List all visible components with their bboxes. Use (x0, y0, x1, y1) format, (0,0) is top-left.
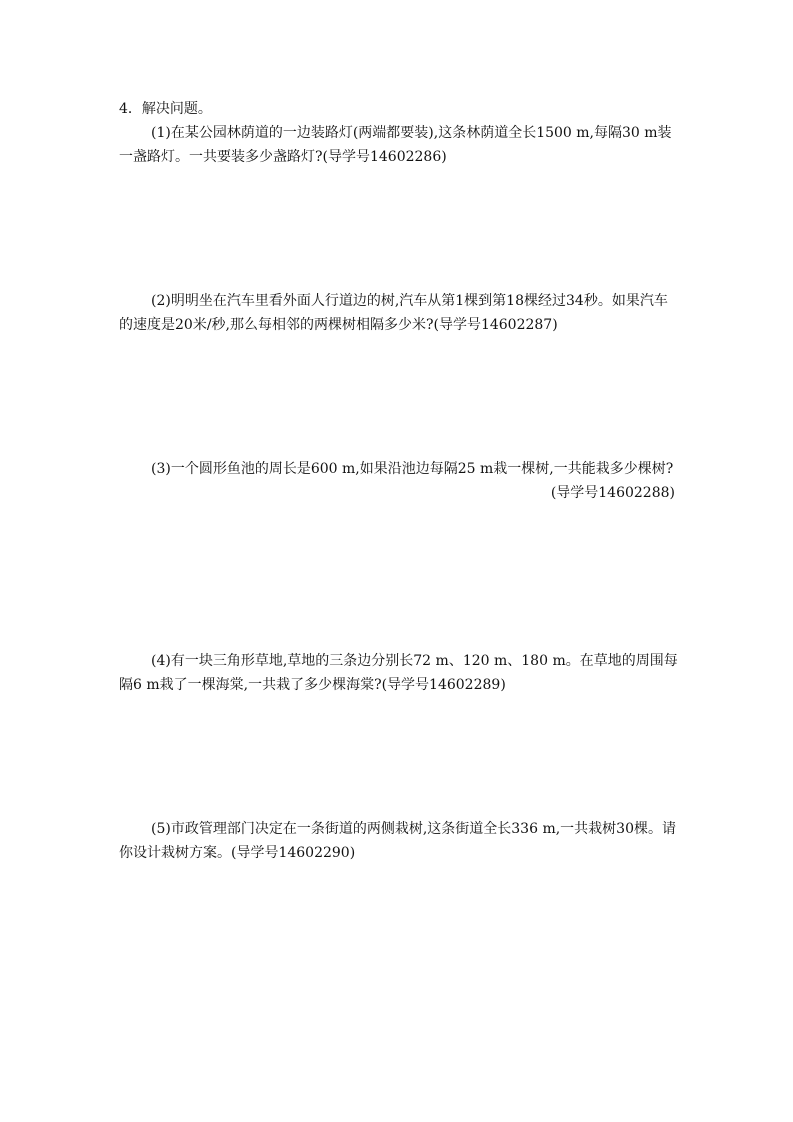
problem-3 (119, 457, 679, 505)
problem-3-ref: (导学号14602288) (550, 485, 675, 501)
problem-3-text: (3)一个圆形鱼池的周长是600 m,如果沿池边每隔25 m栽一棵树,一共能栽多少棵树? (151, 461, 674, 477)
problem-1 (119, 121, 679, 169)
problem-4-ref: (导学号14602289) (381, 677, 506, 693)
problem-1-ref: (导学号14602286) (322, 149, 447, 165)
problem-1-text: (1)在某公园林荫道的一边装路灯(两端都要装),这条林荫道全长1500 m,每隔30 m装一盏路灯。一共要装多少盏路灯? (119, 125, 672, 165)
problem-2-text: (2)明明坐在汽车里看外面人行道边的树,汽车从第1棵到第18棵经过34秒。如果汽车的速度是20米/秒,那么每相邻的两棵树相隔多少米? (119, 293, 668, 333)
section-heading: 4．解决问题。 (119, 101, 212, 117)
problem-5-ref: (导学号14602290) (231, 845, 356, 861)
problem-2-ref: (导学号14602287) (433, 317, 558, 333)
problem-5-text: (5)市政管理部门决定在一条街道的两侧栽树,这条街道全长336 m,一共栽树30棵。请你设计栽树方案。 (119, 821, 676, 861)
problem-4 (119, 649, 679, 697)
problem-4-text: (4)有一块三角形草地,草地的三条边分别长72 m、120 m、180 m。在草地的周围每隔6 m栽了一棵海棠,一共栽了多少棵海棠? (119, 653, 678, 693)
problem-5 (119, 817, 679, 865)
problem-2 (119, 289, 679, 337)
